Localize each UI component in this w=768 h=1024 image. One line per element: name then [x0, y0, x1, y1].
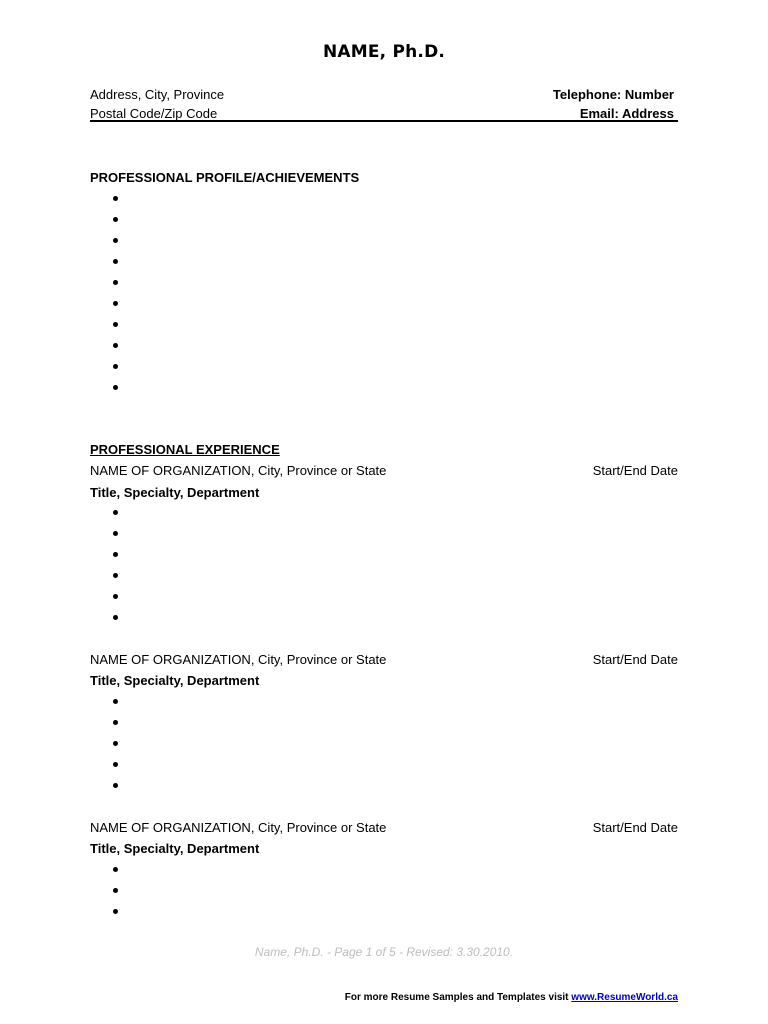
bullet-dot-icon — [113, 280, 118, 285]
bullet-dot-icon — [113, 217, 118, 222]
bullet-dot-icon — [113, 385, 118, 390]
bullet-dot-icon — [113, 301, 118, 306]
bullet-dot-icon — [113, 343, 118, 348]
bullet-dot-icon — [113, 552, 118, 557]
job-organization-line — [90, 652, 678, 667]
telephone-line: Telephone: Number — [552, 87, 674, 102]
bullet-dot-icon — [113, 909, 118, 914]
job-title: Title, Specialty, Department — [90, 673, 260, 688]
experience-heading: PROFESSIONAL EXPERIENCE — [90, 442, 280, 457]
promo-footer — [345, 992, 678, 1003]
bullet-dot-icon — [113, 783, 118, 788]
bullet-dot-icon — [113, 720, 118, 725]
bullet-dot-icon — [113, 594, 118, 599]
bullet-dot-icon — [113, 259, 118, 264]
page-footer-info: Name, Ph.D. - Page 1 of 5 - Revised: 3.30.2010. — [254, 945, 514, 959]
header-divider — [90, 120, 678, 122]
bullet-dot-icon — [113, 615, 118, 620]
job-organization: NAME OF ORGANIZATION, City, Province or State — [90, 820, 387, 835]
job-dates: Start/End Date — [592, 652, 678, 667]
address-line-1: Address, City, Province — [90, 87, 225, 102]
job-organization: NAME OF ORGANIZATION, City, Province or State — [90, 463, 387, 478]
resume-name-title: NAME, Ph.D. — [322, 42, 446, 62]
bullet-dot-icon — [113, 510, 118, 515]
profile-heading: PROFESSIONAL PROFILE/ACHIEVEMENTS — [90, 170, 360, 185]
job-organization-line — [90, 463, 678, 478]
bullet-dot-icon — [113, 573, 118, 578]
email-line: Email: Address — [579, 106, 674, 121]
bullet-dot-icon — [113, 322, 118, 327]
bullet-dot-icon — [113, 364, 118, 369]
address-block — [90, 85, 224, 123]
bullet-dot-icon — [113, 741, 118, 746]
bullet-dot-icon — [113, 867, 118, 872]
job-dates: Start/End Date — [592, 463, 678, 478]
job-title: Title, Specialty, Department — [90, 841, 260, 856]
bullet-dot-icon — [113, 238, 118, 243]
resumeworld-link[interactable]: www.ResumeWorld.ca — [571, 992, 678, 1003]
job-organization-line — [90, 820, 678, 835]
bullet-dot-icon — [113, 196, 118, 201]
job-dates: Start/End Date — [592, 820, 678, 835]
bullet-dot-icon — [113, 699, 118, 704]
bullet-dot-icon — [113, 762, 118, 767]
job-title: Title, Specialty, Department — [90, 485, 260, 500]
job-organization: NAME OF ORGANIZATION, City, Province or State — [90, 652, 387, 667]
promo-text: For more Resume Samples and Templates visit — [344, 992, 569, 1003]
bullet-dot-icon — [113, 531, 118, 536]
bullet-dot-icon — [113, 888, 118, 893]
contact-block — [553, 85, 674, 123]
address-line-2: Postal Code/Zip Code — [90, 106, 218, 121]
